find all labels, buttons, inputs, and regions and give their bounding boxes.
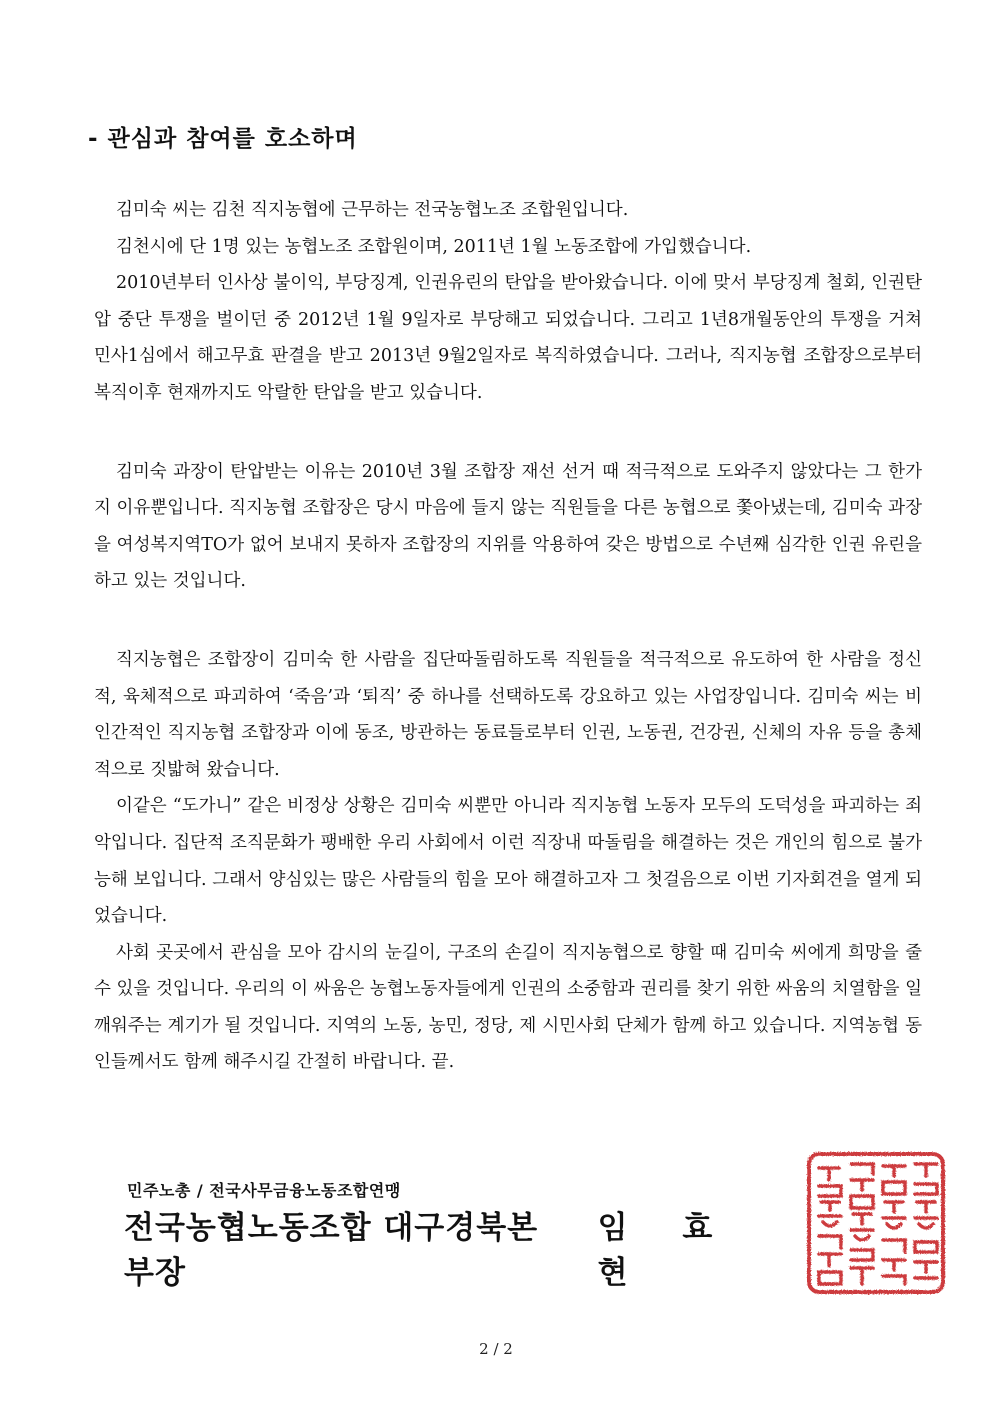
signature-name: 임 효 현 — [597, 1210, 735, 1291]
paragraph: 직지농협은 조합장이 김미숙 한 사람을 집단따돌림하도록 직원들을 적극적으로 유도하여 한 사람을 정신적, 육체적으로 파괴하여 ‘죽음’과 ‘퇴직’ 중 하나를 선택하도록 강요하고 있는 사업장입니다. 김미숙 씨는 비인간적인 직지농협 조합장과 이에 동조, 방관하는 동료들로부터 인권, 노동권, 건강권, 신체의 자유 등을 총체적으로 짓밟혀 왔습니다. — [94, 649, 922, 780]
section-title: - 관심과 참여를 호소하며 — [88, 126, 358, 152]
official-seal-stamp — [805, 1150, 947, 1296]
page-number: 2 / 2 — [479, 1340, 513, 1358]
paragraph: 2010년부터 인사상 불이익, 부당징계, 인권유린의 탄압을 받아왔습니다. 이에 맞서 부당징계 철회, 인권탄압 중단 투쟁을 벌이던 중 2012년 1월 9일자로 부당해고 되었습니다. 그리고 1년8개월동안의 투쟁을 거쳐 민사1심에서 해고무효 판결을 받고 2013년 9월2일자로 복직하였습니다. 그러나, 직지농협 조합장으로부터 복직이후 현재까지도 악랄한 탄압을 받고 있습니다. — [94, 273, 922, 403]
paragraph: 사회 곳곳에서 관심을 모아 감시의 눈길이, 구조의 손길이 직지농협으로 향할 때 김미숙 씨에게 희망을 줄 수 있을 것입니다. 우리의 이 싸움은 농협노동자들에게 인권의 소중함과 권리를 찾기 위한 싸움의 치열함을 일깨워주는 계기가 될 것입니다. 지역의 노동, 농민, 정당, 제 시민사회 단체가 함께 하고 있습니다. 지역농협 동인들께서도 함께 해주시길 간절히 바랍니다. 끝. — [94, 942, 922, 1073]
signature-line — [124, 1202, 804, 1292]
paragraph: 김미숙 씨는 김천 직지농협에 근무하는 전국농협노조 조합원입니다. — [116, 200, 629, 220]
signature-organization: 전국농협노동조합 대구경북본부장 — [124, 1210, 539, 1291]
body-text — [94, 192, 922, 1081]
paragraph: 김미숙 과장이 탄압받는 이유는 2010년 3월 조합장 재선 선거 때 적극적으로 도와주지 않았다는 그 한가지 이유뿐입니다. 직지농협 조합장은 당시 마음에 들지 않는 직원들을 다른 농협으로 쫓아냈는데, 김미숙 과장을 여성복지역TO가 없어 보내지 못하자 조합장의 지위를 악용하여 갖은 방법으로 수년째 심각한 인권 유린을 하고 있는 것입니다. — [94, 461, 922, 592]
signature-affiliation: 민주노총 / 전국사무금융노동조합연맹 — [127, 1181, 401, 1200]
paragraph: 이같은 “도가니” 같은 비정상 상황은 김미숙 씨뿐만 아니라 직지농협 노동자 모두의 도덕성을 파괴하는 죄악입니다. 집단적 조직문화가 팽배한 우리 사회에서 이런 직장내 따돌림을 해결하는 것은 개인의 힘으로 불가능해 보입니다. 그래서 양심있는 많은 사람들의 힘을 모아 해결하고자 그 첫걸음으로 이번 기자회견을 열게 되었습니다. — [94, 796, 922, 927]
paragraph: 김천시에 단 1명 있는 농협노조 조합원이며, 2011년 1월 노동조합에 가입했습니다. — [116, 236, 752, 257]
